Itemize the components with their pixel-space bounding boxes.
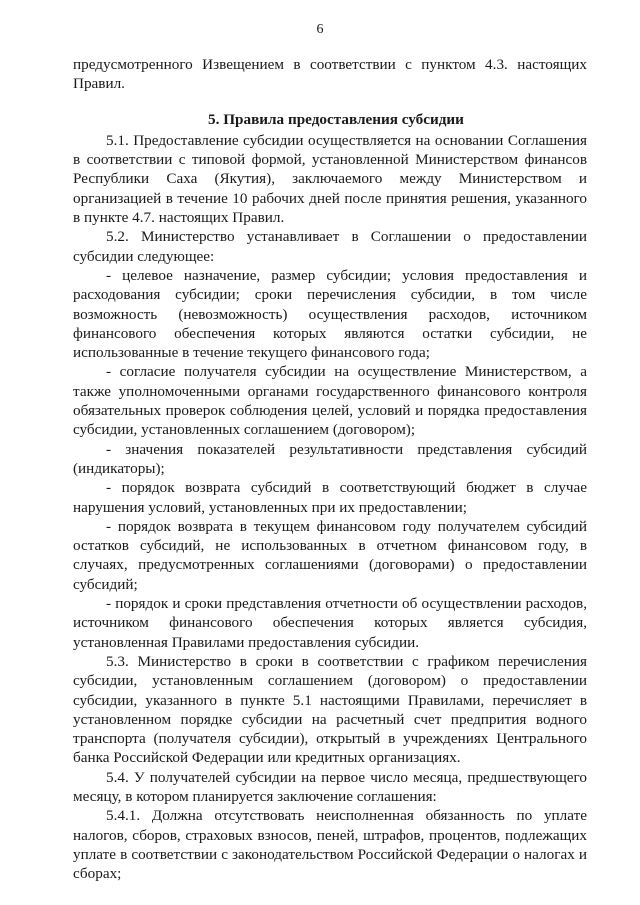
list-item-return-order: - порядок возврата субсидий в соответствующий бюджет в случае нарушения условий, установленных при их предоставлении; [73,479,587,516]
section-title: 5. Правила предоставления субсидии [208,110,464,128]
list-item-consent: - согласие получателя субсидии на осуществление Министерством, а также уполномоченными органами государственного финансового контроля обязательных проверок соблюдения целей, условий и порядка предоставления субсидии, установленных соглашением (договором); [73,363,587,439]
page-number: 6 [316,22,324,37]
paragraph-5-1: 5.1. Предоставление субсидии осуществляется на основании Соглашения в соответствии с типовой формой, установленной Министерством финансов Республики Саха (Якутия), заключаемого между Министерством и организацией в течение 10 рабочих дней после принятия решения, указанного в пункте 4.7. настоящих Правил. [73,131,587,227]
list-item-reporting: - порядок и сроки представления отчетности об осуществлении расходов, источником финансового обеспечения которых является субсидия, установленная Правилами предоставления субсидии. [73,595,587,651]
paragraph-5-2: 5.2. Министерство устанавливает в Соглашении о предоставлении субсидии следующее: [73,228,587,265]
list-item-remainder-return: - порядок возврата в текущем финансовом году получателем субсидий остатков субсидий, не использованных в отчетном финансовом году, в случаях, предусмотренных соглашениями (договорами) о предоставлении субсидий; [73,517,587,593]
document-body [73,55,587,883]
paragraph-5-3: 5.3. Министерство в сроки в соответствии с графиком перечисления субсидии, установленным соглашением (договором) о предоставлении субсидии, указанного в пункте 5.1 настоящими Правилами, перечисляет в установленном порядке субсидии на расчетный счет предпрития водного транспорта (получателя субсидии), открытый в учреждениях Центрального банка Российской Федерации или кредитных организациях. [73,652,587,767]
continued-paragraph: предусмотренного Извещением в соответствии с пунктом 4.3. настоящих Правил. [73,56,587,93]
list-item-indicators: - значения показателей результативности представления субсидий (индикаторы); [73,440,587,477]
paragraph-5-4-1: 5.4.1. Должна отсутствовать неисполненная обязанность по уплате налогов, сборов, страховых взносов, пеней, штрафов, процентов, подлежащих уплате в соответствии с законодательством Российской Федерации о налогах и сборах; [73,807,587,883]
list-item-purpose: - целевое назначение, размер субсидии; условия предоставления и расходования субсидии; сроки перечисления субсидии, в том числе возможность (невозможность) осуществления расходов, источником финансового обеспечения которых являются остатки субсидии, не использованные в течение текущего финансового года; [73,266,587,362]
paragraph-5-4: 5.4. У получателей субсидии на первое число месяца, предшествующего месяцу, в котором планируется заключение соглашения: [73,768,587,805]
